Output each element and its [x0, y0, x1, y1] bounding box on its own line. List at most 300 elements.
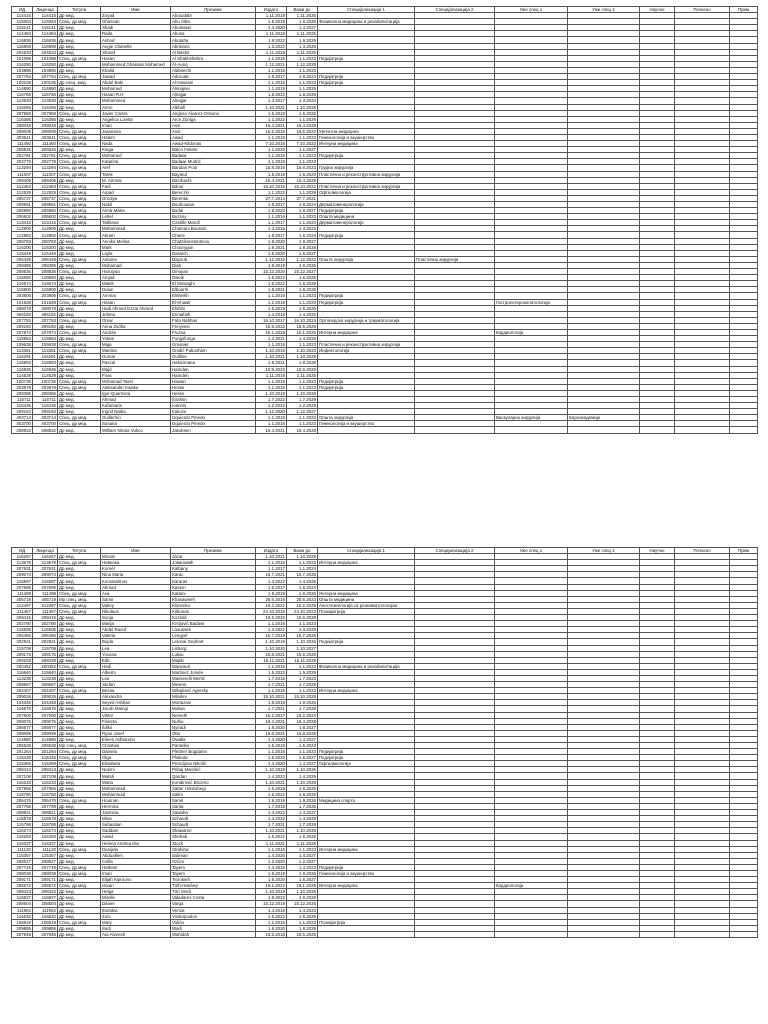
cell-title: Др мед.: [58, 803, 101, 809]
cell-valid-until: 1.9.2027: [287, 208, 318, 214]
cell-first-name: Nabil: [101, 202, 171, 208]
cell-last-name: Berentai: [171, 195, 256, 201]
cell-first-name: Mina: [101, 816, 171, 822]
cell-license: 116766: [33, 92, 58, 98]
cell-id: 115141: [12, 25, 33, 31]
cell-valid-until: 1.5.2023: [287, 171, 318, 177]
cell-title: Др мед.: [58, 931, 101, 937]
cell-valid-until: 1.1.2029: [287, 189, 318, 195]
cell-valid-until: 27.7.2021: [287, 195, 318, 201]
cell-id: 111450: [12, 141, 33, 147]
cell-license: 204533: [33, 49, 58, 55]
cell-valid-until: 15.8.2028: [287, 730, 318, 736]
cell-valid-until: 1.1.2023: [287, 214, 318, 220]
cell-first-name: Majd: [101, 366, 171, 372]
cell-title: Др мед.: [58, 37, 101, 43]
cell-first-name: Filoreta: [101, 718, 171, 724]
cell-subspecialty-2: [568, 931, 640, 937]
cell-last-name: Aboualabr: [171, 13, 256, 19]
cell-first-name: Katarina: [101, 159, 171, 165]
cell-license: 113415: [33, 220, 58, 226]
cell-last-name: Valadares Costa: [171, 895, 256, 901]
cell-title: Спец. др мед.: [58, 384, 101, 390]
cell-last-name: Nyirádi: [171, 724, 256, 730]
cell-last-name: Vulića: [171, 919, 256, 925]
cell-last-name: Santa: [171, 803, 256, 809]
cell-first-name: Hadi: [101, 663, 171, 669]
cell-specialization-1: Интерна медицина: [318, 329, 415, 335]
cell-license: 106919: [33, 919, 58, 925]
cell-first-name: Mohammad: [101, 226, 171, 232]
cell-last-name: Abu Sitta: [171, 19, 256, 25]
cell-first-name: Annika Melina: [101, 238, 171, 244]
cell-license: 202779: [33, 159, 58, 165]
cell-id: 112497: [12, 602, 33, 608]
cell-first-name: Mark: [101, 244, 171, 250]
cell-license: 209099: [33, 730, 58, 736]
cell-first-name: Mary: [101, 919, 171, 925]
cell-first-name: Guillermo: [101, 415, 171, 421]
cell-issued: 15.5.2018: [256, 931, 287, 937]
cell-license: 111498: [33, 590, 58, 596]
cell-specialization-1: Физикална медицина и рехабилитација: [318, 19, 415, 25]
cell-license: 113530: [33, 98, 58, 104]
cell-valid-until: 1.4.2029: [287, 578, 318, 584]
cell-last-name: Wahidah: [171, 931, 256, 937]
cell-title: Др мед.: [58, 275, 101, 281]
cell-valid-until: 1.2.2029: [287, 403, 318, 409]
cell-issued: 15.2.2022: [256, 602, 287, 608]
cell-first-name: Antoine: [101, 256, 171, 262]
cell-valid-until: 1.4.2027: [287, 25, 318, 31]
cell-last-name: Adrouab: [171, 74, 256, 80]
cell-title: Др мед.: [58, 791, 101, 797]
cell-first-name: Mohamad Taser: [101, 378, 171, 384]
cell-specialization-1: Ортопедска хирургија и трауматологија: [318, 317, 415, 323]
cell-license: 204407: [33, 688, 58, 694]
cell-last-name: Jakobsen: [171, 427, 256, 433]
cell-id: 406182: [12, 311, 33, 317]
cell-license: 116935: [33, 366, 58, 372]
table-body: [12, 13, 758, 433]
registry-table-1: [11, 6, 758, 434]
cell-last-name: Strahinic: [171, 846, 256, 852]
cell-issued: 1.8.2020: [256, 724, 287, 730]
cell-valid-until: 24.10.2023: [287, 608, 318, 614]
cell-valid-until: 1.9.2027: [287, 238, 318, 244]
cell-issued: 1.1.2016: [256, 159, 287, 165]
cell-license: 207749: [33, 864, 58, 870]
cell-license: 115449: [33, 250, 58, 256]
cell-valid-until: 15.10.2028: [287, 694, 318, 700]
cell-valid-until: 1.6.2029: [287, 281, 318, 287]
cell-title: Др мед.: [58, 31, 101, 37]
cell-last-name: Abutaha: [171, 37, 256, 43]
cell-license: 209855: [33, 925, 58, 931]
cell-valid-until: 1.1.2023: [287, 378, 318, 384]
cell-title: Др мед.: [58, 773, 101, 779]
cell-id: 116250: [12, 61, 33, 67]
cell-id: 116659: [12, 43, 33, 49]
cell-license: 116760: [33, 791, 58, 797]
cell-id: 206456: [12, 633, 33, 639]
cell-id: 116505: [12, 627, 33, 633]
cell-issued: 1.4.2020: [256, 761, 287, 767]
cell-id: 116291: [12, 354, 33, 360]
cell-first-name: Istvan: [101, 883, 171, 889]
cell-title: Спец. др мед.: [58, 348, 101, 354]
cell-license: 116837: [33, 895, 58, 901]
cell-issued: 1.11.2018: [256, 49, 287, 55]
cell-valid-until: 1.8.2028: [287, 360, 318, 366]
cell-first-name: Mohamed: [101, 153, 171, 159]
cell-title: Др мед.: [58, 116, 101, 122]
cell-valid-until: 1.11.2028: [287, 840, 318, 846]
cell-last-name: Elbounh: [171, 287, 256, 293]
cell-issued: 15.8.2021: [256, 730, 287, 736]
cell-first-name: Hadi Ahmed Ezzat Ahmed: [101, 305, 171, 311]
cell-last-name: Awad-Kildonas: [171, 141, 256, 147]
cell-last-name: Kildonas: [171, 608, 256, 614]
cell-valid-until: 1.4.2023: [287, 907, 318, 913]
cell-title: Др мед.: [58, 409, 101, 415]
cell-valid-until: 1.1.2023: [287, 663, 318, 669]
cell-last-name: Nuhiu: [171, 718, 256, 724]
cell-first-name: Khalid: [101, 67, 171, 73]
cell-title: Спец. др мед.: [58, 688, 101, 694]
cell-first-name: Alexandra: [101, 694, 171, 700]
cell-specialization-1: Пластична и реконструктивна хирургија: [318, 342, 415, 348]
cell-id: 116337: [12, 840, 33, 846]
cell-first-name: Ghassan: [101, 19, 171, 25]
cell-id: 203805: [12, 293, 33, 299]
cell-license: 208836: [33, 269, 58, 275]
cell-valid-until: 1.5.2023: [287, 743, 318, 749]
cell-id: 206950: [12, 208, 33, 214]
cell-issued: 1.10.2021: [256, 354, 287, 360]
cell-id: 114890: [12, 86, 33, 92]
cell-first-name: Oumar: [101, 354, 171, 360]
cell-valid-until: 1.5.2029: [287, 669, 318, 675]
cell-last-name: Al-Aunq: [171, 61, 256, 67]
cell-last-name: Assi: [171, 122, 256, 128]
cell-last-name: Szűcs: [171, 858, 256, 864]
cell-id: 113294: [12, 165, 33, 171]
cell-title: Др мед.: [58, 694, 101, 700]
cell-valid-until: 1.9.2026: [287, 262, 318, 268]
cell-title: Др мед.: [58, 578, 101, 584]
cell-valid-until: 1.10.2028: [287, 554, 318, 560]
cell-id: 116436: [12, 403, 33, 409]
cell-valid-until: 1.10.2026: [287, 767, 318, 773]
cell-valid-until: 1.7.2029: [287, 397, 318, 403]
cell-title: Спец. др мед.: [58, 153, 101, 159]
cell-id: 101828: [12, 299, 33, 305]
cell-specialization-1: Педијатрија: [318, 384, 415, 390]
cell-last-name: Alabsechi: [171, 67, 256, 73]
cell-last-name: Darwich: [171, 250, 256, 256]
cell-last-name: Chamani Boussiri: [171, 226, 256, 232]
cell-title: Др мед.: [58, 877, 101, 883]
cell-issued: 15.7.2019: [256, 633, 287, 639]
cell-title: Спец. др мед.: [58, 183, 101, 189]
cell-first-name: Elijah Kiproono: [101, 877, 171, 883]
cell-specialization-1: Педијатрија: [318, 208, 415, 214]
cell-valid-until: 1.3.2029: [287, 43, 318, 49]
cell-issued: 1.1.2022: [256, 116, 287, 122]
cell-first-name: Amro: [101, 104, 171, 110]
cell-title: Спец. др мед.: [58, 141, 101, 147]
cell-specialization-1: Педијатрија: [318, 80, 415, 86]
cell-issued: 15.10.2021: [256, 694, 287, 700]
cell-title: Др мед.: [58, 621, 101, 627]
cell-first-name: Abdul Baki: [101, 80, 171, 86]
cell-valid-until: 1.2.2027: [287, 858, 318, 864]
cell-last-name: Alnajjar: [171, 92, 256, 98]
cell-valid-until: 1.1.2023: [287, 919, 318, 925]
cell-issued: 1.1.2022: [256, 189, 287, 195]
cell-issued: 1.5.2019: [256, 305, 287, 311]
cell-id: 116711: [12, 397, 33, 403]
cell-issued: 1.12.2021: [256, 61, 287, 67]
cell-title: Др мед.: [58, 907, 101, 913]
cell-last-name: Lengyel: [171, 633, 256, 639]
cell-valid-until: 1.4.2029: [287, 816, 318, 822]
cell-title: Др мед.: [58, 323, 101, 329]
cell-id: 206429: [12, 256, 33, 262]
cell-id: 115369: [12, 761, 33, 767]
cell-title: Др мед.: [58, 372, 101, 378]
cell-license: 209171: [33, 877, 58, 883]
cell-valid-until: 15.4.2028: [287, 177, 318, 183]
cell-title: Др мед.: [58, 858, 101, 864]
cell-issued: 15.5.2022: [256, 323, 287, 329]
cell-title: Др мед.: [58, 104, 101, 110]
cell-license: 202781: [33, 153, 58, 159]
cell-valid-until: 15.2.2024: [287, 712, 318, 718]
cell-last-name: Schaudt: [171, 822, 256, 828]
cell-license: 208527: [33, 858, 58, 864]
cell-id: 114880: [12, 736, 33, 742]
cell-id: 114529: [12, 372, 33, 378]
cell-issued: 1.9.2022: [256, 895, 287, 901]
cell-valid-until: 16.4.2028: [287, 718, 318, 724]
cell-title: Др мед.: [58, 779, 101, 785]
cell-valid-until: 1.1.2023: [287, 153, 318, 159]
cell-license: 202921: [33, 639, 58, 645]
cell-issued: 1.10.2021: [256, 554, 287, 560]
cell-valid-until: 1.1.2023: [287, 55, 318, 61]
cell-license: 114880: [33, 736, 58, 742]
cell-valid-until: 1.8.2024: [287, 232, 318, 238]
cell-license: 209405: [33, 177, 58, 183]
cell-title: Др мед.: [58, 86, 101, 92]
cell-issued: 1.6.2018: [256, 785, 287, 791]
cell-valid-until: 15.12.2026: [287, 901, 318, 907]
cell-last-name: Bouhoussa: [171, 202, 256, 208]
cell-valid-until: 1.6.2025: [287, 785, 318, 791]
cell-valid-until: 1.4.2029: [287, 773, 318, 779]
cell-title: Спец. др мед.: [58, 55, 101, 61]
cell-subspecialty-2: Бароакадемија: [568, 415, 640, 421]
cell-first-name: Evdokia: [101, 907, 171, 913]
cell-id: 208009: [12, 128, 33, 134]
cell-first-name: Layla: [101, 250, 171, 256]
cell-id: 208783: [12, 238, 33, 244]
cell-last-name: El-Khawli: [171, 299, 256, 305]
cell-license: 112882: [33, 232, 58, 238]
cell-first-name: Ata Alveesh: [101, 931, 171, 937]
cell-first-name: Csilla: [101, 858, 171, 864]
cell-specialization-1: Гинекологија и акушерство: [318, 134, 415, 140]
cell-title: Спец. др мед.: [58, 378, 101, 384]
cell-issued: 16.10.2017: [256, 317, 287, 323]
cell-first-name: Mohamad: [101, 262, 171, 268]
cell-subspecialty-1: Васкуларна хирургија: [495, 415, 568, 421]
cell-valid-until: 1.1.2024: [287, 220, 318, 226]
cell-specialization-1: Педијатрија: [318, 55, 415, 61]
cell-last-name: Angoso Alvarez-Ossorio: [171, 110, 256, 116]
cell-first-name: Rada: [101, 31, 171, 37]
cell-valid-until: 1.1.2023: [287, 846, 318, 852]
cell-id: 204407: [12, 688, 33, 694]
cell-issued: 1.5.2016: [256, 743, 287, 749]
cell-id: 116274: [12, 828, 33, 834]
cell-title: Др мед.: [58, 785, 101, 791]
cell-issued: 1.4.2022: [256, 816, 287, 822]
cell-first-name: Sonja: [101, 615, 171, 621]
cell-title: Др мед.: [58, 238, 101, 244]
cell-specialization-1: Психијатрија: [318, 608, 415, 614]
cell-id: 116837: [12, 895, 33, 901]
cell-first-name: Marija: [101, 621, 171, 627]
cell-id: 200452: [12, 663, 33, 669]
column-header-first-name: Име: [101, 548, 171, 554]
table-row: [12, 427, 758, 433]
cell-valid-until: 1.10.2028: [287, 354, 318, 360]
cell-first-name: Hasan R.H: [101, 92, 171, 98]
cell-id: 209415: [12, 615, 33, 621]
cell-license: 406182: [33, 311, 58, 317]
cell-title: Спец. др мед.: [58, 19, 101, 25]
cell-last-name: Pliakota: [171, 755, 256, 761]
column-header-valid-until: Важи до: [287, 7, 318, 13]
cell-issued: 24.10.2016: [256, 608, 287, 614]
cell-issued: 1.1.2016: [256, 846, 287, 852]
cell-title: Др мед.: [58, 397, 101, 403]
cell-title: Др мед.: [58, 147, 101, 153]
cell-first-name: András: [101, 329, 171, 335]
column-header-subspecialty-1: Уже спец 1: [495, 548, 568, 554]
cell-issued: 18.1.2022: [256, 883, 287, 889]
column-header-specialization-2: Специјализација 2: [415, 7, 495, 13]
cell-last-name: Laoussek: [171, 627, 256, 633]
cell-license: 209415: [33, 615, 58, 621]
cell-issued: 15.12.2019: [256, 901, 287, 907]
cell-specialization-1: Офталмологија: [318, 189, 415, 195]
cell-id: 208832: [12, 427, 33, 433]
cell-first-name: Helga: [101, 889, 171, 895]
cell-id: 403700: [12, 421, 33, 427]
cell-id: 208423: [12, 889, 33, 895]
cell-license: 209026: [33, 694, 58, 700]
cell-last-name: Klimenko: [171, 602, 256, 608]
cell-valid-until: 1.1.2023: [287, 560, 318, 566]
cell-last-name: Elshihi: [171, 305, 256, 311]
cell-last-name: Abuissaer: [171, 25, 256, 31]
cell-title: Др мед.: [58, 403, 101, 409]
cell-id: 209228: [12, 657, 33, 663]
cell-valid-until: 1.4.2027: [287, 736, 318, 742]
cell-first-name: Невенка: [101, 560, 171, 566]
cell-title: Др мед.: [58, 49, 101, 55]
cell-valid-until: 1.6.2029: [287, 275, 318, 281]
cell-valid-until: 1.1.2023: [287, 342, 318, 348]
cell-first-name: Pascal: [101, 360, 171, 366]
cell-id: 209171: [12, 877, 33, 883]
cell-issued: 15.12.2020: [256, 269, 287, 275]
cell-valid-until: 18.1.2029: [287, 883, 318, 889]
cell-first-name: Ashraf: [101, 37, 171, 43]
cell-license: 403641: [33, 134, 58, 140]
cell-id: 109638: [12, 342, 33, 348]
cell-title: Спец. др мед.: [58, 755, 101, 761]
cell-issued: 1.9.2020: [256, 208, 287, 214]
cell-issued: 1.7.2018: [256, 803, 287, 809]
cell-valid-until: 1.1.2024: [287, 566, 318, 572]
column-header-prim: Прим: [730, 7, 758, 13]
cell-title: Др мед.: [58, 767, 101, 773]
cell-first-name: Konstantinos: [101, 578, 171, 584]
cell-issued: 1.1.2016: [256, 421, 287, 427]
cell-valid-until: 1.1.2023: [287, 159, 318, 165]
cell-valid-until: 1.7.2028: [287, 682, 318, 688]
column-header-specialization-1: Специјализација 1: [318, 7, 415, 13]
cell-valid-until: 15.8.2023: [287, 165, 318, 171]
cell-license: 206526: [33, 147, 58, 153]
cell-subspecialty-1: Гастроентерохепатологија: [495, 299, 568, 305]
cell-issued: 1.12.2020: [256, 409, 287, 415]
cell-first-name: Hasan: [101, 299, 171, 305]
cell-issued: 15.1.2018: [256, 329, 287, 335]
cell-title: Спец. др мед.: [58, 883, 101, 889]
cell-first-name: M. Ammar: [101, 177, 171, 183]
cell-first-name: Yotam: [101, 336, 171, 342]
cell-title: Спец. др мед.: [58, 74, 101, 80]
cell-title: Др мед.: [58, 615, 101, 621]
cell-id: 116578: [12, 816, 33, 822]
cell-specialization-1: Офталмологија: [318, 761, 415, 767]
cell-issued: 1.4.2018: [256, 311, 287, 317]
cell-title: Др мед.: [58, 572, 101, 578]
cell-title: Др мед.: [58, 657, 101, 663]
cell-license: 203978: [33, 384, 58, 390]
cell-first-name: Orsolya: [101, 195, 171, 201]
cell-issued: 15.6.2022: [256, 615, 287, 621]
column-header-last-name: Презиме: [171, 548, 256, 554]
cell-issued: 15.4.2021: [256, 177, 287, 183]
cell-first-name: Mohammad: [101, 791, 171, 797]
cell-first-name: Dulun: [101, 287, 171, 293]
cell-first-name: Shadi: [101, 25, 171, 31]
cell-last-name: Mortazavi: [171, 700, 256, 706]
cell-issued: 1.1.2016: [256, 415, 287, 421]
cell-valid-until: 1.1.2023: [287, 384, 318, 390]
cell-license: 116266: [33, 104, 58, 110]
cell-id: 206526: [12, 147, 33, 153]
cell-first-name: Lea: [101, 675, 171, 681]
cell-first-name: Saddam: [101, 828, 171, 834]
